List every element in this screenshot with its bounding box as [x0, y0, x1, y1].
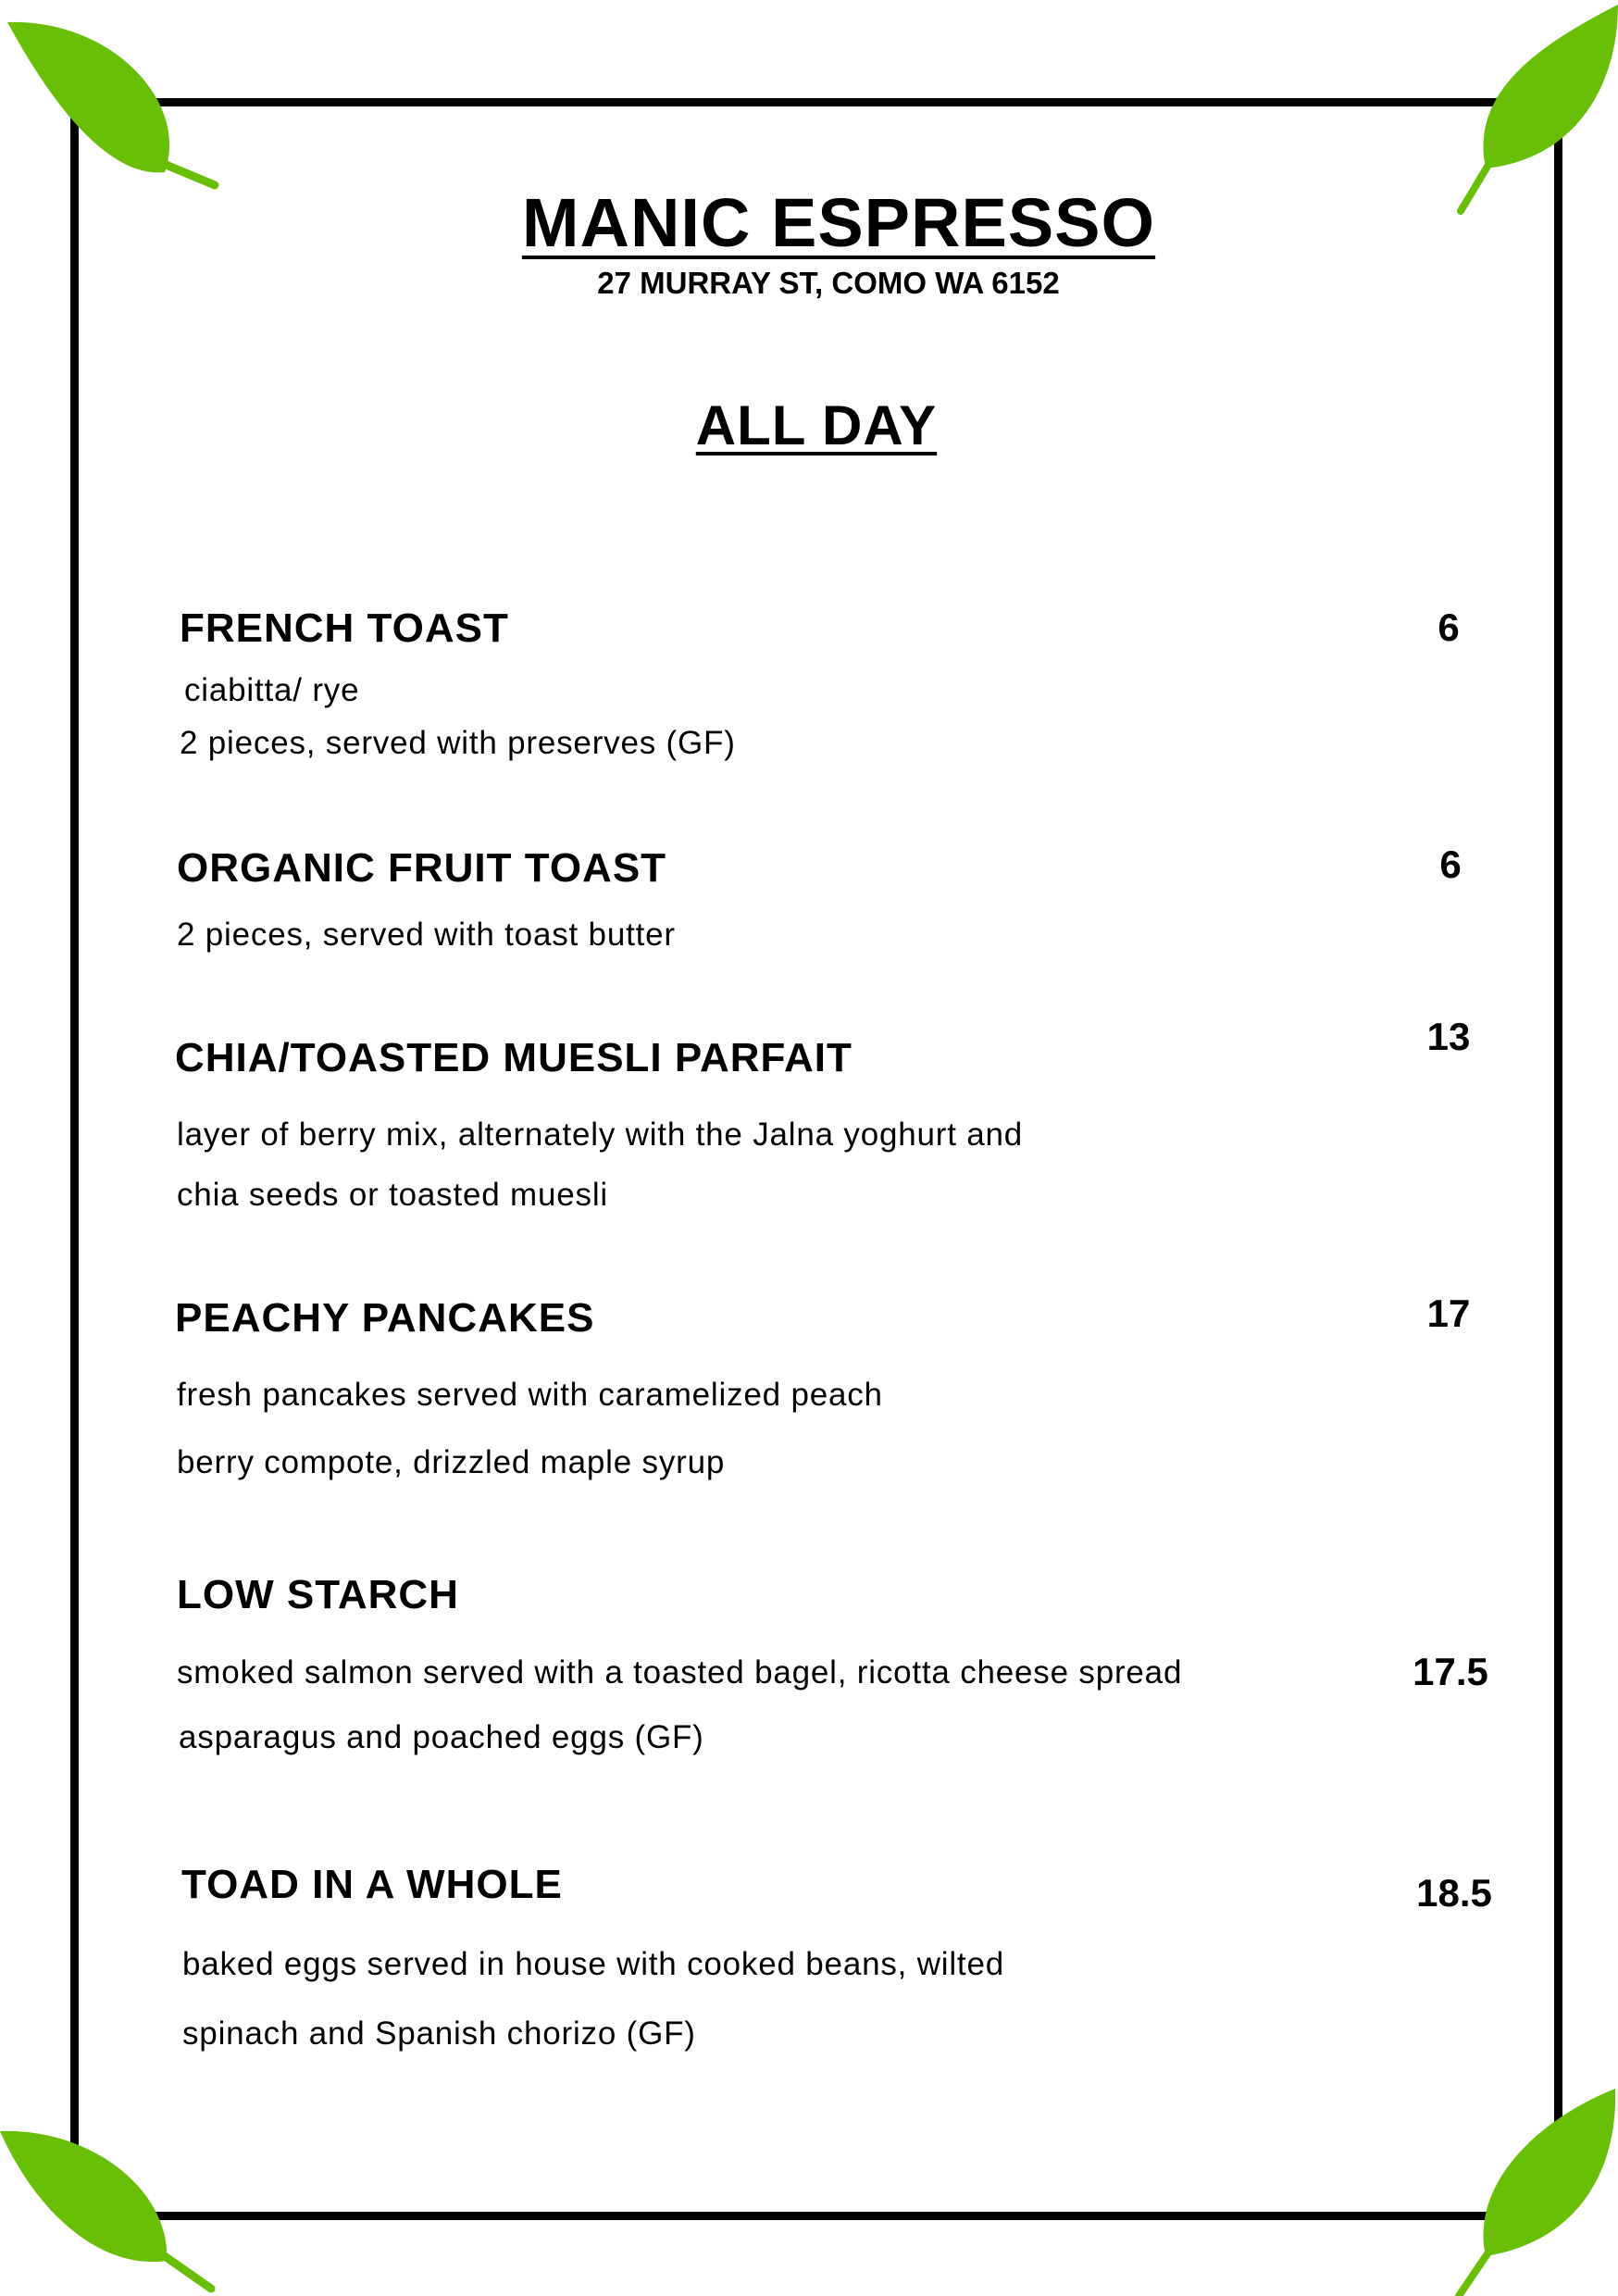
- item-price: 6: [1438, 605, 1460, 649]
- item-price: 13: [1426, 1015, 1471, 1058]
- item-name: FRENCH TOAST: [180, 605, 509, 651]
- item-price: 6: [1439, 842, 1462, 886]
- item-description: fresh pancakes served with caramelized peach: [177, 1377, 883, 1413]
- item-name: PEACHY PANCAKES: [175, 1295, 595, 1341]
- item-price: 17.5: [1413, 1650, 1488, 1693]
- item-price: 17: [1426, 1292, 1471, 1335]
- item-description: ciabitta/ rye: [184, 672, 360, 708]
- item-name: CHIA/TOASTED MUESLI PARFAIT: [175, 1035, 853, 1080]
- item-description: baked eggs served in house with cooked beans, wilted: [182, 1946, 1004, 1982]
- item-description: 2 pieces, served with toast butter: [177, 917, 676, 953]
- section-title: ALL DAY: [695, 394, 938, 456]
- item-name: ORGANIC FRUIT TOAST: [177, 845, 667, 891]
- item-description: chia seeds or toasted muesli: [177, 1177, 608, 1213]
- restaurant-address: 27 MURRAY ST, COMO WA 6152: [597, 266, 1060, 300]
- item-description: layer of berry mix, alternately with the Jalna yoghurt and: [177, 1117, 1024, 1153]
- item-name: LOW STARCH: [177, 1572, 459, 1617]
- item-description: berry compote, drizzled maple syrup: [177, 1444, 726, 1480]
- item-description: smoked salmon served with a toasted bagel, ricotta cheese spread: [177, 1654, 1183, 1691]
- restaurant-name: MANIC ESPRESSO: [521, 184, 1156, 261]
- item-description: spinach and Spanish chorizo (GF): [182, 2015, 696, 2052]
- item-name: TOAD IN A WHOLE: [181, 1862, 563, 1907]
- item-description: 2 pieces, served with preserves (GF): [180, 725, 736, 761]
- item-description: asparagus and poached eggs (GF): [179, 1719, 704, 1755]
- item-price: 18.5: [1416, 1871, 1492, 1915]
